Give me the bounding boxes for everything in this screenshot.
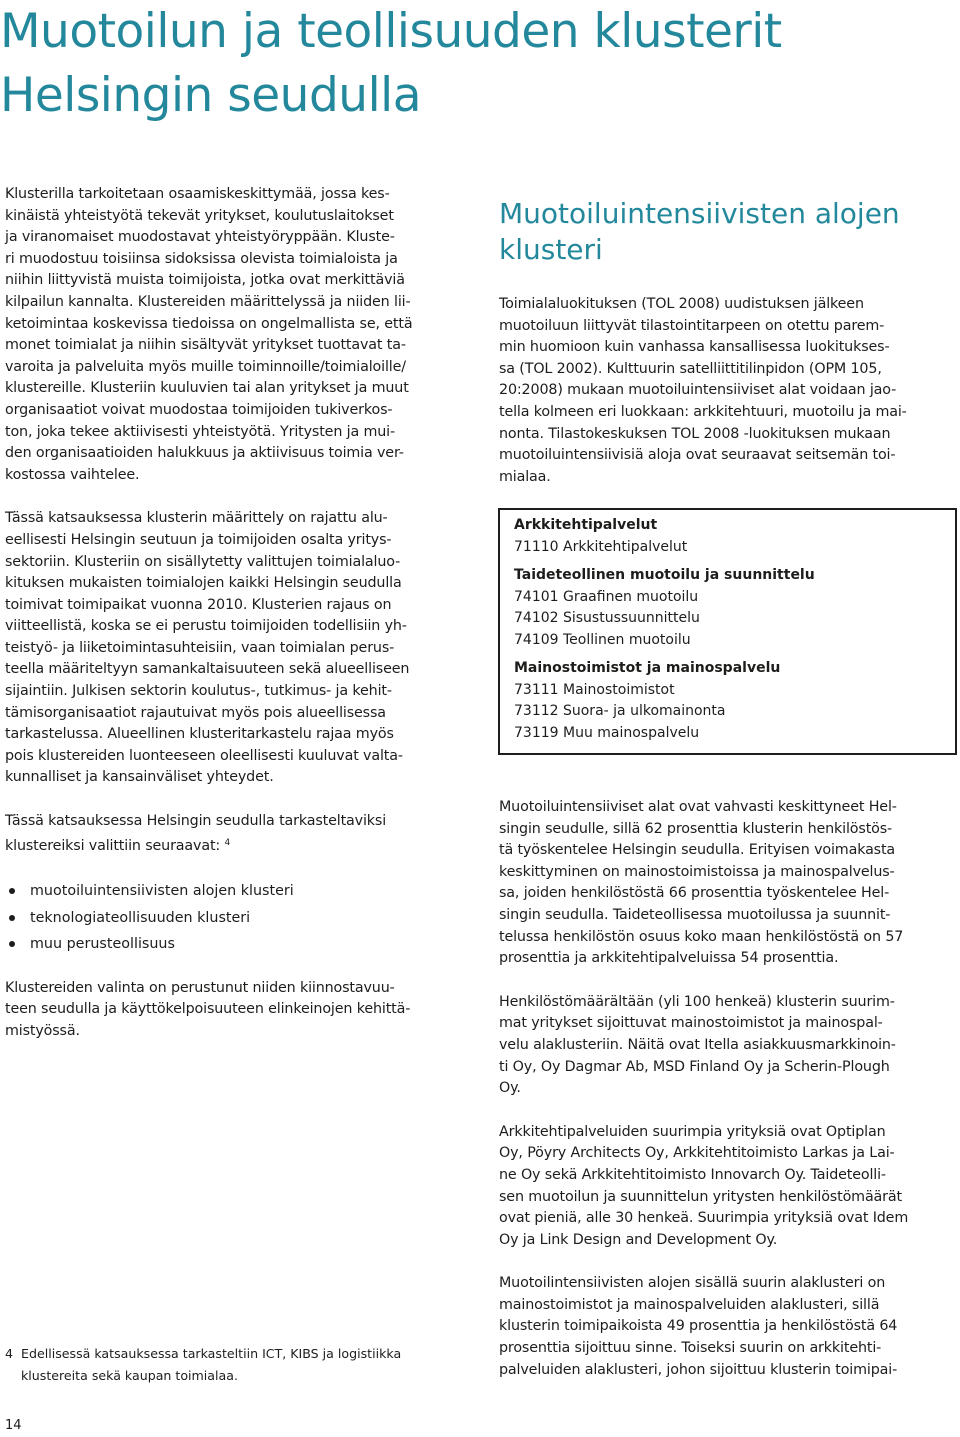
page-title: Muotoilun ja teollisuuden klusterit Helsingin seudulla	[0, 4, 782, 123]
footnote	[5, 1343, 465, 1387]
list-item-label: muu perusteollisuus	[30, 936, 175, 953]
group-title: Arkkitehtipalvelut	[514, 517, 658, 533]
footnote-text: Edellisessä katsauksessa tarkasteltiin ICT, KIBS ja logistiikka klustereita sekä kaupan toimialaa.	[21, 1346, 402, 1383]
classification-paragraph: Toimialaluokituksen (TOL 2008) uudistuksen jälkeen muotoiluun liittyvät tilastointitarpeen on otettu parem- min huomioon kuin vanhassa kansallisessa luokitukses- sa (TOL 2002). Kulttuurin satelliittitilinpidon (OPM 105, 20:2008) mukaan muotoiluintensiiviset alat voidaan jao- tella kolmeen eri luokkaan: arkkitehtuuri, muotoilu ja mai- nonta. Tilastokeskuksen TOL 2008 -luokituksen mukaan muotoiluintensiivisiä aloja ovat seuraavat seitsemän toi- mialaa.	[499, 296, 907, 485]
right-column	[499, 196, 957, 488]
left-column	[5, 184, 460, 1043]
selection-basis-paragraph: Klustereiden valinta on perustunut niiden kiinnostavuu- teen seudulla ja käyttökelpoisuuteen elinkeinojen kehittä- mistyössä.	[5, 979, 411, 1039]
intro-paragraph: Klusterilla tarkoitetaan osaamiskeskittymää, jossa kes- kinäistä yhteistyötä tekevät yritykset, koulutuslaitokset ja viranomaiset muodostavat yhteistyöryppään. Kluste- ri muodostuu toisiinsa sidoksissa olevista toimialoista ja niihin liittyvistä muista toimijoista, jotka ovat merkittäviä kilpailun kannalta. Klustereiden määrittelyssä ja niiden lii- ketoimintaa koskevissa tiedoissa on ongelmallista se, että monet toimialat ja niihin sisältyvät yritykset tuottavat ta- varoita ja palveluita myös muille toiminnoille/toimialoille/ klustereille. Klusteriin kuuluvien tai alan yritykset ja muut organisaatiot voivat muodostaa toimijoiden tukiverkos- ton, joka tekee aktiivisesti yhteistyötä. Yritysten ja mui- den organisaatioiden halukkuus ja aktiivisuus toimia ver- kostossa vaihtelee.	[5, 186, 413, 483]
bullet-icon	[9, 888, 15, 894]
group-title: Mainostoimistot ja mainospalvelu	[514, 660, 781, 676]
architecture-companies-paragraph: Arkkitehtipalveluiden suurimpia yrityksiä ovat Optiplan Oy, Pöyry Architects Oy, Arkkitehtitoimisto Larkas ja Lai- ne Oy sekä Arkkitehtitoimisto Innovarch Oy. Taideteolli- sen muotoilun ja suunnittelun yritysten henkilöstömäärät ovat pieniä, alle 30 henkeä. Suurimpia yrityksiä ovat Idem Oy ja Link Design and Development Oy.	[499, 1123, 909, 1248]
page-number: 14	[5, 1418, 22, 1433]
list-item	[5, 931, 460, 958]
selected-clusters-text: Tässä katsauksessa Helsingin seudulla tarkasteltaviksi klustereiksi valittiin seuraavat:	[5, 813, 387, 854]
right-column-lower	[499, 797, 957, 1381]
bullet-icon	[9, 941, 15, 947]
list-item	[5, 878, 460, 905]
concentration-paragraph: Muotoiluintensiiviset alat ovat vahvasti keskittyneet Hel- singin seudulle, sillä 62 prosenttia klusterin henkilöstös- tä työskentelee Helsingin seudulla. Erityisen voimakasta keskittyminen on mainostoimistoissa ja mainospalvelus- sa, joiden henkilöstöstä 66 prosenttia työskentelee Hel- singin seudulla. Taideteollisessa muotoilussa ja suunnit- telussa henkilöstön osuus koko maan henkilöstöstä on 57 prosenttia ja arkkitehtipalveluissa 54 prosenttia.	[499, 799, 904, 967]
footnote-number: 4	[5, 1346, 14, 1361]
list-item-label: teknologiateollisuuden klusteri	[30, 909, 251, 926]
group-item: 74101 Graafinen muotoilu	[514, 588, 699, 605]
group-title: Taideteollinen muotoilu ja suunnittelu	[514, 567, 815, 583]
section-heading: Muotoiluintensiivisten alojen klusteri	[499, 197, 900, 266]
group-item: 74102 Sisustussuunnittelu	[514, 610, 700, 626]
industry-classification-box	[498, 508, 957, 755]
group-item: 73111 Mainostoimistot	[514, 681, 675, 698]
largest-companies-paragraph: Henkilöstömäärältään (yli 100 henkeä) klusterin suurim- mat yritykset sijoittuvat mainostoimistot ja mainospal- velu alaklusteriin. Näitä ovat Itella asiakkuusmarkkinoin- ti Oy, Oy Dagmar Ab, MSD Finland Oy ja Scherin-Plough Oy.	[499, 993, 896, 1097]
group-item: 73112 Suora- ja ulkomainonta	[514, 703, 726, 719]
scope-paragraph: Tässä katsauksessa klusterin määrittely on rajattu alu- eellisesti Helsingin seutuun ja toimijoiden osalta yritys- sektoriin. Klusteriin on sisällytetty valittujen toimialaluo- kituksen mukaisten toimialojen kaikki Helsingin seudulla toimivat toimipaikat vuonna 2010. Klusterien rajaus on viitteellistä, koska se ei perustu toimijoiden todellisiin yh- teistyö- ja liiketoimintasuhteisiin, vaan toimialan perus- teella määriteltyyn samankaltaisuuteen sekä alueelliseen sijaintiin. Julkisen sektorin koulutus-, tutkimus- ja kehit- tämisorganisaatiot rajautuivat myös pois alueellisessa tarkastelussa. Alueellinen klusteritarkastelu rajaa myös pois klustereiden luonteeseen oleellisesti kuuluvat valta- kunnalliset ja kansainväliset yhteydet.	[5, 510, 410, 786]
cluster-list	[5, 878, 460, 958]
group-item: 71110 Arkkitehtipalvelut	[514, 538, 688, 555]
list-item	[5, 905, 460, 932]
group-item: 74109 Teollinen muotoilu	[514, 631, 691, 648]
list-item-label: muotoiluintensiivisten alojen klusteri	[30, 883, 294, 900]
group-item: 73119 Muu mainospalvelu	[514, 724, 700, 741]
footnote-reference: 4	[224, 837, 231, 848]
selected-clusters-paragraph	[5, 811, 460, 857]
subcluster-paragraph: Muotoilintensiivisten alojen sisällä suurin alaklusteri on mainostoimistot ja mainospalveluiden alaklusteri, sillä klusterin toimipaikoista 49 prosenttia ja henkilöstöstä 64 prosenttia sijoittuu sinne. Toiseksi suurin on arkkitehti- palveluiden alaklusteri, johon sijoittuu klusterin toimipai-	[499, 1275, 898, 1378]
bullet-icon	[9, 915, 15, 921]
